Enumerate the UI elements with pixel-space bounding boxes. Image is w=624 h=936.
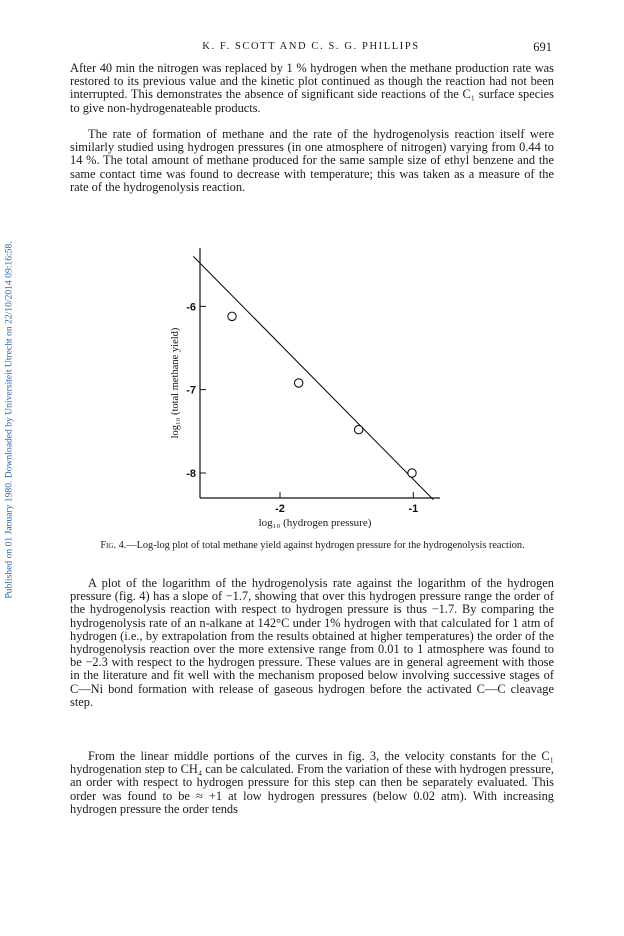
data-point-2 — [294, 379, 302, 387]
y-tick-label-2: -7 — [186, 384, 196, 397]
y-tick-label-3: -8 — [186, 468, 196, 480]
download-note-text: Published on 01 January 1980. Downloaded by Universiteit Utrecht on 22/10/2014 09:16:58. — [3, 241, 15, 599]
y-tick-label-1: -6 — [186, 301, 196, 314]
caption-label: Fig. 4. — [100, 540, 127, 551]
log-log-chart — [140, 228, 480, 518]
x-axis-label: log₁₀ (hydrogen pressure) — [258, 517, 372, 529]
data-point-4 — [408, 469, 416, 477]
caption-text: —Log-log plot of total methane yield against hydrogen pressure for the hydrogenolysis reaction. — [126, 540, 525, 551]
data-point-3 — [354, 425, 362, 433]
paragraph-1: After 40 min the nitrogen was replaced by 1 % hydrogen when the methane production rate was restored to its previous value and the kinetic plot continued as though the reaction had not been interrupted. This demonstrates the absence of significant side reactions of the C₁ surface species to give non-hydrogenateable products. — [70, 61, 554, 115]
figure-4 — [140, 228, 480, 538]
x-tick-label-1: -2 — [275, 503, 285, 515]
x-tick-label-2: -1 — [408, 503, 419, 515]
y-axis-label: log₁₀ (total methane yield) — [170, 327, 181, 439]
download-note — [0, 0, 18, 936]
data-point-1 — [228, 312, 236, 320]
paragraph-4: From the linear middle portions of the curves in fig. 3, the velocity constants for the C₁ hydrogenation step to CH₄ can be calculated. From the variation of these with hydrogen pressure, an order with respect to hydrogen pressure for this step can then be separately evaluated. This order was found to be ≈ +1 at low hydrogen pressures (below 0.02 atm). With increasing hydrogen pressure the order tends — [70, 749, 554, 816]
figure-caption — [85, 540, 540, 552]
running-header — [70, 40, 552, 56]
header-authors: K. F. SCOTT AND C. S. G. PHILLIPS — [202, 41, 420, 52]
paragraph-3: A plot of the logarithm of the hydrogenolysis rate against the logarithm of the hydrogen pressure (fig. 4) has a slope of −1.7, showing that over this hydrogen pressure range the order of the hydrogenolysis reaction with respect to hydrogen pressure is thus −1.7. By comparing the hydrogenolysis rate of an n-alkane at 142°C under 1% hydrogen with that calculated for 1 atm of hydrogen (i.e., by extrapolation from the results obtained at higher temperatures) the order of the hydrogenolysis reaction over the more extensive range from 0.01 to 1 atmosphere was found to be −2.3 with respect to the hydrogen pressure. These values are in general agreement with those in the literature and fit well with the mechanism proposed below involving successive stages of C—Ni bond formation with release of gaseous hydrogen before the activated C—C cleavage step. — [70, 576, 554, 709]
paragraph-2: The rate of formation of methane and the rate of the hydrogenolysis reaction itself were similarly studied using hydrogen pressures (in one atmosphere of nitrogen) varying from 0.44 to 14 %. The total amount of methane produced for the same sample size of ethyl benzene and the same contact time was found to decrease with temperature; this was taken as a measure of the rate of the hydrogenolysis reaction. — [70, 127, 554, 194]
page-number: 691 — [533, 40, 552, 54]
fit-line — [193, 256, 433, 499]
